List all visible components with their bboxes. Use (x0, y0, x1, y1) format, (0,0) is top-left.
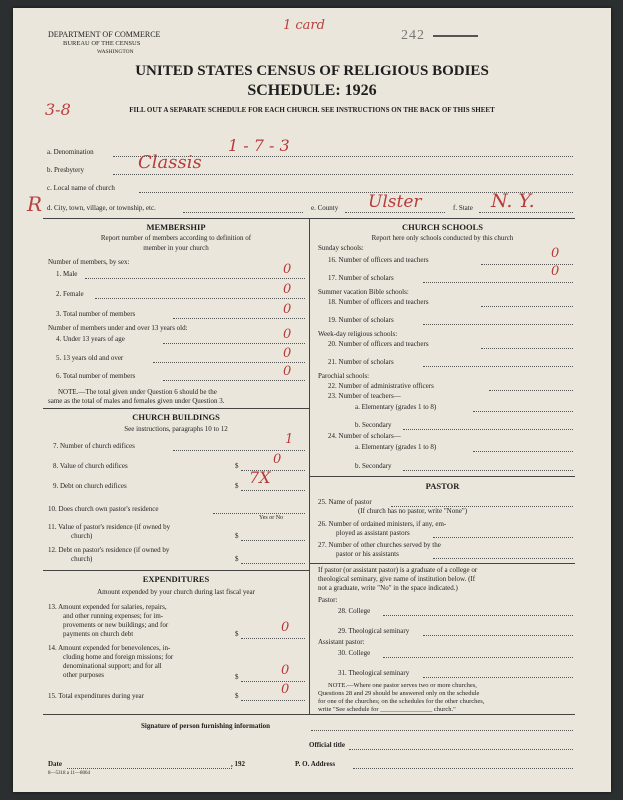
membership-title: MEMBERSHIP (146, 222, 206, 232)
stamp-number: 242 (401, 28, 425, 43)
q2-value: 0 (283, 282, 292, 297)
q21-line (423, 366, 573, 367)
q22-line (489, 390, 573, 391)
q2-line (95, 298, 305, 299)
q4-value: 0 (283, 327, 292, 342)
q23b-label: b. Secondary (355, 421, 392, 429)
q5-value: 0 (283, 346, 292, 361)
q14-line (241, 681, 305, 682)
city-label-field: d. City, town, village, or township, etc. (47, 204, 156, 212)
q22-label: 22. Number of administrative officers (328, 382, 434, 390)
q29-line (423, 635, 573, 636)
q11-label-1: 11. Value of pastor's residence (if owned by (48, 523, 171, 531)
q27-label-2: pastor or his assistants (336, 550, 399, 558)
po-address-label: P. O. Address (295, 760, 336, 768)
q13-line (241, 638, 305, 639)
q21-label: 21. Number of scholars (328, 358, 394, 366)
city-label: WASHINGTON (97, 49, 134, 55)
q19-label: 19. Number of scholars (328, 316, 394, 324)
q3-label: 3. Total number of members (56, 310, 136, 318)
q12-label-1: 12. Debt on pastor's residence (if owned by (48, 546, 170, 554)
denomination-label: a. Denomination (47, 148, 94, 156)
q14-label-4: other purposes (63, 671, 105, 679)
q26-label-2: ployed as assistant pastors (336, 529, 410, 537)
pastor-label: Pastor: (318, 596, 338, 604)
vacation-label: Summer vacation Bible schools: (318, 288, 409, 296)
census-schedule-page (13, 8, 611, 792)
grad-note-2: theological seminary, give name of institution below. (If (318, 575, 476, 583)
q14-label-3: denominational support; and for all (63, 662, 162, 670)
schools-divider (309, 476, 575, 477)
q23-label: 23. Number of teachers— (328, 392, 401, 400)
presbytery-label: b. Presbytery (47, 166, 84, 174)
state-value: N. Y. (491, 190, 535, 212)
bureau-label: BUREAU OF THE CENSUS (63, 40, 141, 47)
q19-line (423, 324, 573, 325)
q24b-line (403, 470, 573, 471)
q12-label-2: church) (71, 555, 93, 563)
q4-label: 4. Under 13 years of age (56, 335, 125, 343)
pastor-note-3: for one of the churches; on the schedules for the other churches, (318, 698, 485, 705)
q7-value: 1 (285, 432, 294, 447)
handwritten-code: 3-8 (45, 100, 71, 119)
q25-label-2: (If church has no pastor, write "None") (358, 507, 468, 515)
q26-label-1: 26. Number of ordained ministers, if any, em- (318, 520, 447, 528)
q27-line (433, 558, 573, 559)
pastor-note-2: Questions 28 and 29 should be answered only on the schedule (318, 690, 480, 697)
q14-dollar: $ (235, 673, 239, 681)
q15-dollar: $ (235, 692, 239, 700)
q7-label: 7. Number of church edifices (53, 442, 135, 450)
po-address-line (353, 768, 573, 769)
q23a-line (473, 411, 573, 412)
q9-dollar: $ (235, 482, 239, 490)
q9-line (241, 490, 305, 491)
handwritten-card-note: 1 card (283, 18, 325, 33)
q20-line (481, 348, 573, 349)
q20-label: 20. Number of officers and teachers (328, 340, 429, 348)
sunday-label: Sunday schools: (318, 244, 364, 252)
q13-label-4: payments on church debt (63, 630, 134, 638)
city-line (183, 212, 303, 213)
q12-dollar: $ (235, 555, 239, 563)
q18-line (481, 306, 573, 307)
membership-note-1: NOTE.—The total given under Question 6 should be the (58, 388, 217, 396)
q30-line (383, 657, 573, 658)
signature-label: Signature of person furnishing information (141, 722, 270, 730)
center-divider (309, 218, 310, 714)
q8-value: 0 (273, 452, 282, 467)
q31-line (423, 677, 573, 678)
county-label: e. County (311, 204, 339, 212)
q11-line (241, 540, 305, 541)
q8-label: 8. Value of church edifices (53, 462, 128, 470)
parochial-label: Parochial schools: (318, 372, 370, 380)
bottom-divider (43, 714, 575, 715)
membership-intro-2: member in your church (143, 244, 209, 252)
presbytery-value: Classis (138, 152, 202, 173)
q24a-label: a. Elementary (grades 1 to 8) (355, 443, 437, 451)
q1-label: 1. Male (56, 270, 78, 278)
q17-label: 17. Number of scholars (328, 274, 394, 282)
form-subtitle: SCHEDULE: 1926 (247, 82, 377, 99)
membership-divider (43, 408, 309, 409)
q27-label-1: 27. Number of other churches served by the (318, 541, 441, 549)
q24b-label: b. Secondary (355, 462, 392, 470)
q13-label-3: provements or new buildings; and for (63, 621, 169, 629)
q10-line (213, 513, 305, 514)
membership-intro-1: Report number of members according to definition of (100, 234, 252, 242)
q16-label: 16. Number of officers and teachers (328, 256, 429, 264)
q12-line (241, 563, 305, 564)
official-title-line (349, 749, 573, 750)
q7-line (173, 450, 305, 451)
q13-label-1: 13. Amount expended for salaries, repairs, (48, 603, 167, 611)
weekday-label: Week-day religious schools: (318, 330, 398, 338)
state-label: f. State (453, 204, 473, 212)
q26-line (433, 537, 573, 538)
q30-label: 30. College (338, 649, 371, 657)
pastor-note-1: NOTE.—Where one pastor serves two or more churches, (328, 682, 477, 689)
q5-line (153, 362, 305, 363)
q4-line (163, 343, 305, 344)
q28-line (383, 615, 573, 616)
denomination-value: 1 - 7 - 3 (228, 136, 290, 155)
presbytery-line (113, 174, 573, 175)
county-line (345, 212, 445, 213)
form-title: UNITED STATES CENSUS OF RELIGIOUS BODIES (135, 63, 489, 79)
date-label: Date (48, 760, 62, 768)
q31-label: 31. Theological seminary (338, 669, 410, 677)
schools-intro: Report here only schools conducted by this church (371, 234, 514, 242)
yes-no-hint: Yes or No (259, 515, 284, 521)
county-value: Ulster (368, 192, 422, 212)
form-number: 8—5318 a 11—8064 (48, 771, 91, 776)
date-line (67, 768, 232, 769)
buildings-intro: See instructions, paragraphs 10 to 12 (124, 425, 228, 433)
q14-label-2: cluding home and foreign missions; for (63, 653, 174, 661)
q1-value: 0 (283, 262, 292, 277)
buildings-divider (43, 570, 309, 571)
year-label: , 192 (231, 760, 245, 768)
q14-label-1: 14. Amount expended for benevolences, in- (48, 644, 171, 652)
q6-value: 0 (283, 364, 292, 379)
q18-label: 18. Number of officers and teachers (328, 298, 429, 306)
form-instruction: FILL OUT A SEPARATE SCHEDULE FOR EACH CHURCH. SEE INSTRUCTIONS ON THE BACK OF THIS SHEET (129, 106, 495, 114)
q23a-label: a. Elementary (grades 1 to 8) (355, 403, 437, 411)
q23b-line (403, 429, 573, 430)
q15-line (241, 700, 305, 701)
signature-line (311, 730, 573, 731)
buildings-title: CHURCH BUILDINGS (132, 412, 220, 422)
q1-line (85, 278, 305, 279)
q11-dollar: $ (235, 532, 239, 540)
q14-value: 0 (281, 663, 290, 678)
pastor-note-4: write "See schedule for ________________ church." (318, 706, 456, 713)
state-line (479, 212, 573, 213)
q17-value: 0 (551, 264, 560, 279)
expenditures-title: EXPENDITURES (142, 574, 210, 584)
department-label: DEPARTMENT OF COMMERCE (48, 30, 161, 39)
q6-line (163, 380, 305, 381)
by-sex-label: Number of members, by sex: (48, 258, 130, 266)
q9-value: 7X (249, 468, 271, 487)
assistant-label: Assistant pastor: (318, 638, 365, 646)
q13-value: 0 (281, 620, 290, 635)
q11-label-2: church) (71, 532, 93, 540)
q17-line (423, 282, 573, 283)
schools-title: CHURCH SCHOOLS (402, 222, 483, 232)
pastor-title: PASTOR (425, 481, 460, 491)
q9-label: 9. Debt on church edifices (53, 482, 127, 490)
q28-label: 28. College (338, 607, 371, 615)
q16-value: 0 (551, 246, 560, 261)
q13-label-2: and other running expenses; for im- (63, 612, 164, 620)
expenditures-intro: Amount expended by your church during last fiscal year (97, 588, 255, 596)
q3-value: 0 (283, 302, 292, 317)
q13-dollar: $ (235, 630, 239, 638)
margin-mark: R (27, 192, 43, 216)
q25-label-1: 25. Name of pastor (318, 498, 372, 506)
q5-label: 5. 13 years old and over (56, 354, 124, 362)
official-title-label: Official title (309, 741, 345, 749)
q3-line (173, 318, 305, 319)
q29-label: 29. Theological seminary (338, 627, 410, 635)
strike-mark (433, 35, 478, 37)
membership-note-2: same as the total of males and females given under Question 3. (48, 397, 225, 405)
q15-value: 0 (281, 682, 290, 697)
q2-label: 2. Female (56, 290, 84, 298)
q10-label: 10. Does church own pastor's residence (48, 505, 159, 513)
q24-label: 24. Number of scholars— (328, 432, 401, 440)
pastor-divider (309, 563, 575, 564)
grad-note-1: If pastor (or assistant pastor) is a graduate of a college or (318, 566, 478, 574)
age-header: Number of members under and over 13 years old: (48, 324, 188, 332)
q24a-line (473, 451, 573, 452)
q8-dollar: $ (235, 462, 239, 470)
q15-label: 15. Total expenditures during year (48, 692, 144, 700)
q6-label: 6. Total number of members (56, 372, 136, 380)
local-name-label: c. Local name of church (47, 184, 115, 192)
grad-note-3: not a graduate, write "No" in the space indicated.) (318, 584, 458, 592)
